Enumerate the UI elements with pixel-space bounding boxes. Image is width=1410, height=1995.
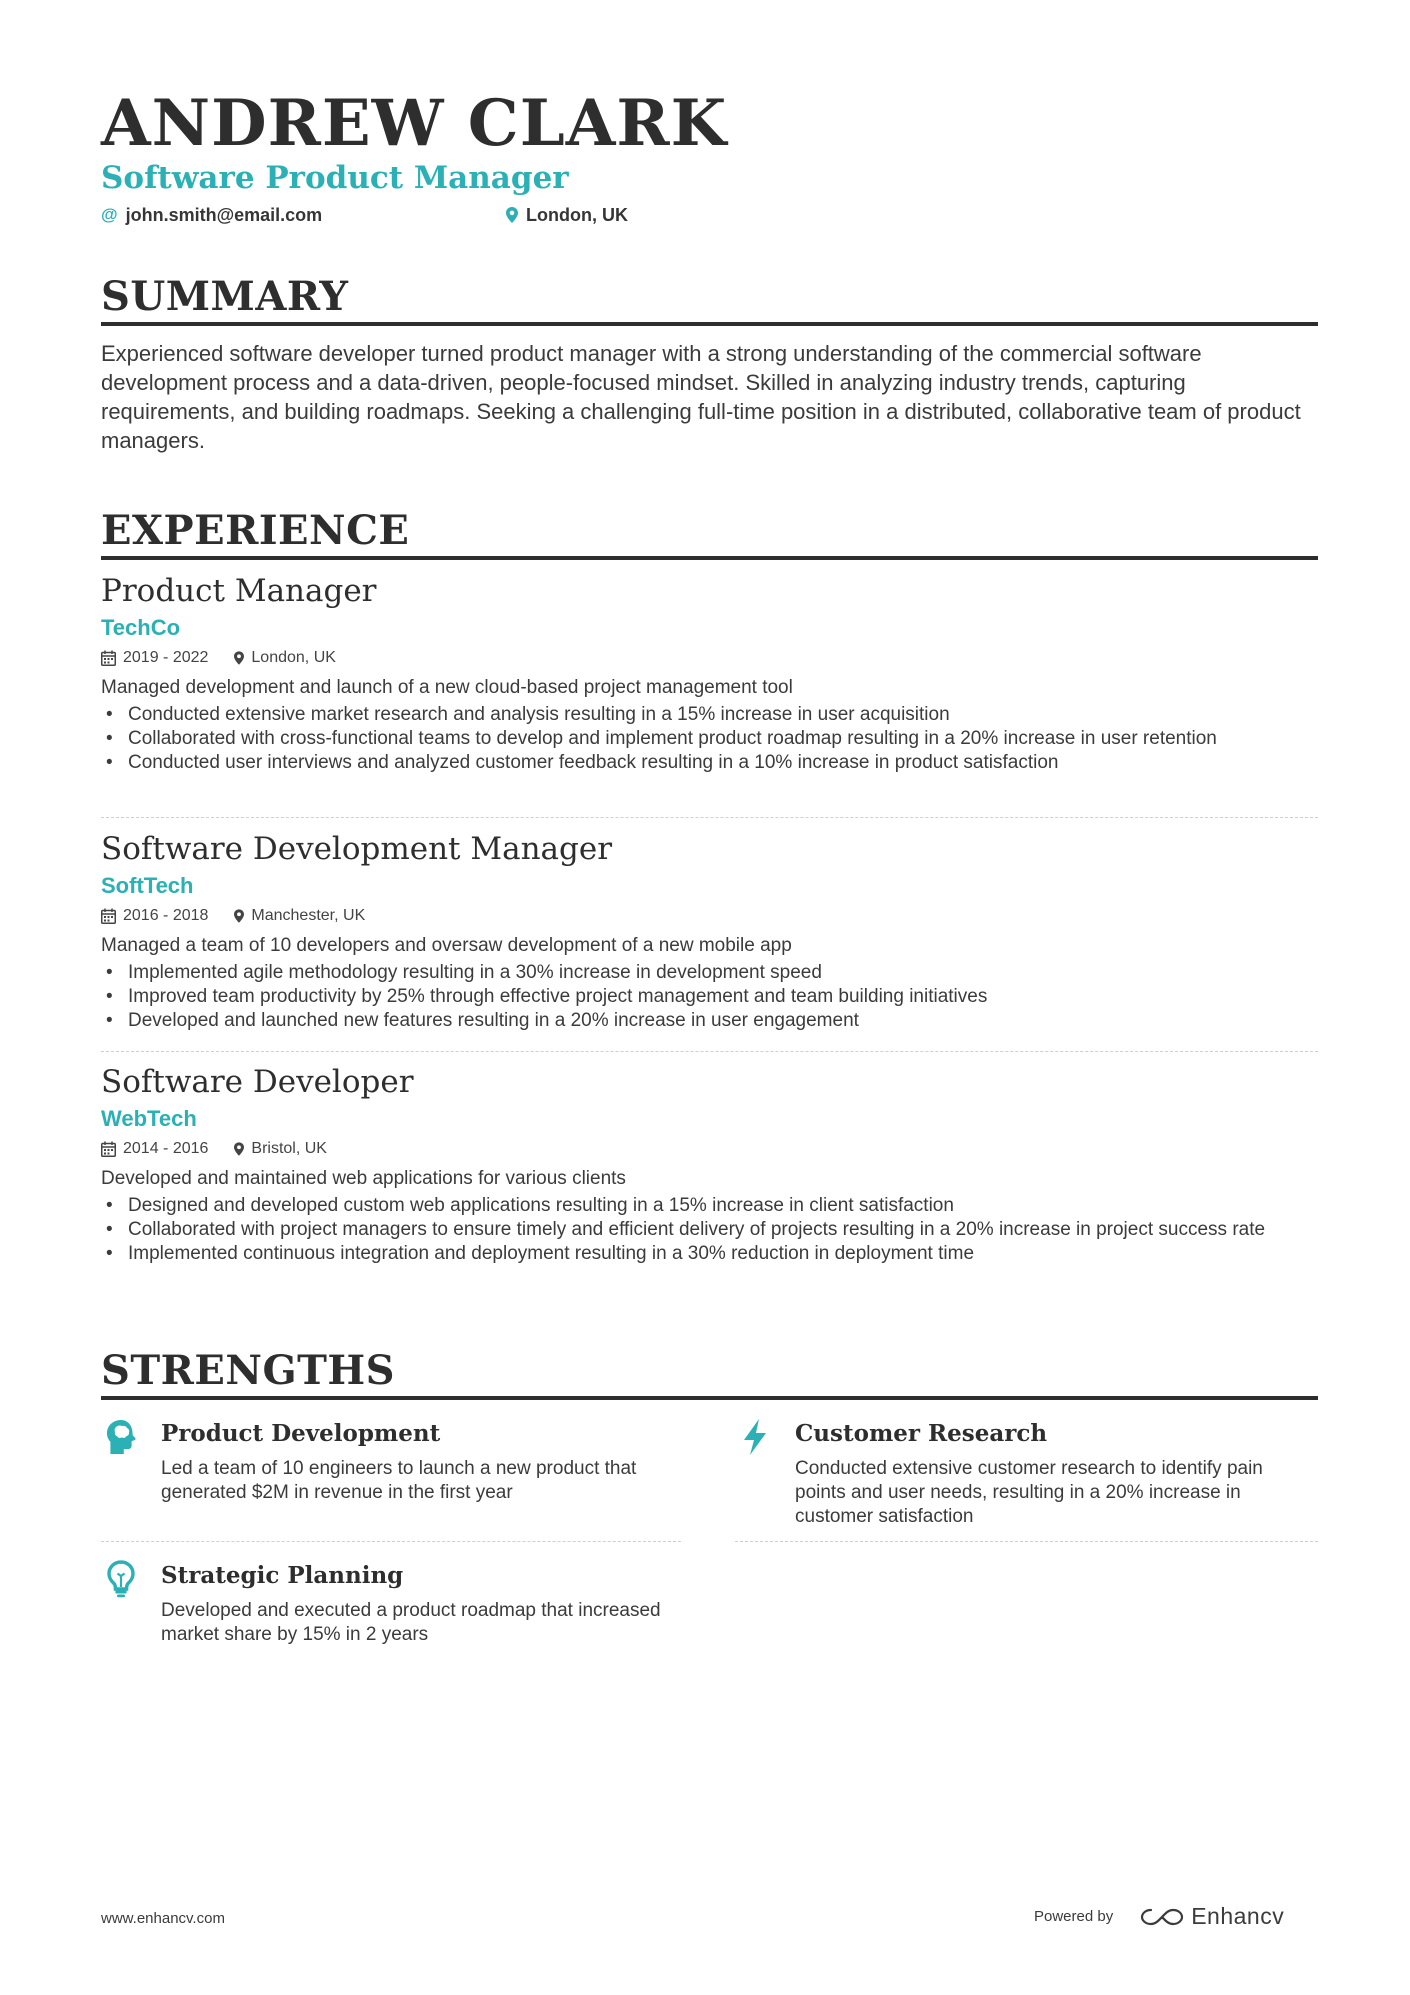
job-location-text: London, UK (251, 649, 336, 666)
job-bullet: • Conducted user interviews and analyzed customer feedback resulting in a 10% increase in product satisfaction (101, 751, 1318, 775)
location-pin-icon (234, 1142, 244, 1156)
job-divider (101, 817, 1318, 818)
job-bullet: • Conducted extensive market research and analysis resulting in a 15% increase in user acquisition (101, 703, 1318, 727)
job-divider (101, 1051, 1318, 1052)
job-role: Software Development Manager (101, 831, 613, 867)
location-text: London, UK (526, 205, 628, 225)
strength-divider (101, 1541, 681, 1542)
job-dates (101, 647, 208, 669)
lightbulb-icon (101, 1559, 141, 1599)
calendar-icon (101, 1141, 116, 1157)
job-location-text: Bristol, UK (251, 1140, 327, 1157)
email-text: john.smith@email.com (125, 205, 323, 225)
job-dates-text: 2014 - 2016 (123, 1140, 209, 1157)
job-entry (101, 1063, 1318, 1266)
calendar-icon (101, 650, 116, 666)
job-description: Managed development and launch of a new cloud-based project management tool (101, 677, 793, 698)
job-company: SoftTech (101, 873, 194, 898)
enhancv-logo[interactable] (1139, 1903, 1284, 1930)
job-bullet: • Improved team productivity by 25% through effective project management and team building initiatives (101, 985, 1318, 1009)
strength-divider (735, 1541, 1318, 1542)
job-bullets (101, 703, 1318, 775)
head-brain-icon (101, 1417, 141, 1457)
job-dates-text: 2019 - 2022 (123, 649, 209, 666)
experience-heading: EXPERIENCE (101, 506, 1318, 560)
job-location (234, 905, 365, 927)
job-description: Developed and maintained web applications for various clients (101, 1168, 626, 1189)
contact-row (101, 203, 801, 227)
location-pin-icon (506, 207, 518, 223)
job-meta (101, 905, 1318, 927)
strength-title: Strategic Planning (161, 1562, 404, 1589)
strength-title: Customer Research (795, 1420, 1048, 1447)
contact-email[interactable] (101, 203, 322, 227)
brand-name: Enhancv (1191, 1903, 1285, 1929)
job-role: Product Manager (101, 573, 377, 609)
job-bullet: • Developed and launched new features resulting in a 20% increase in user engagement (101, 1009, 1318, 1033)
job-bullet: • Implemented agile methodology resulting in a 30% increase in development speed (101, 961, 1318, 985)
strengths-heading: STRENGTHS (101, 1346, 1318, 1400)
job-dates (101, 1138, 208, 1160)
job-bullets (101, 1194, 1318, 1266)
summary-heading: SUMMARY (101, 272, 1318, 326)
job-company: TechCo (101, 615, 181, 640)
calendar-icon (101, 908, 116, 924)
job-company: WebTech (101, 1106, 197, 1131)
strength-title: Product Development (161, 1420, 441, 1447)
job-entry (101, 830, 1318, 1033)
job-role: Software Developer (101, 1064, 414, 1100)
summary-text: Experienced software developer turned product manager with a strong understanding of the commercial software development process and a data-driven, people-focused mindset. Skilled in analyzing industry trends, capturing requirements, and building roadmaps. Seeking a challenging full-time position in a distributed, collaborative team of product managers. (101, 341, 1301, 453)
strength-description: Conducted extensive customer research to identify pain points and user needs, resulting in a 20% increase in customer satisfaction (795, 1458, 1263, 1527)
location-pin-icon (234, 651, 244, 665)
job-location-text: Manchester, UK (251, 907, 366, 924)
job-dates-text: 2016 - 2018 (123, 907, 209, 924)
powered-by-label: Powered by (1034, 1908, 1114, 1925)
strength-description: Developed and executed a product roadmap that increased market share by 15% in 2 years (161, 1600, 661, 1645)
enhancv-logo-icon (1139, 1906, 1185, 1928)
job-location (234, 1138, 327, 1160)
job-location (234, 647, 336, 669)
job-bullets (101, 961, 1318, 1033)
footer-website[interactable]: www.enhancv.com (101, 1910, 225, 1927)
candidate-name: ANDREW CLARK (101, 86, 728, 161)
job-meta (101, 1138, 1318, 1160)
strength-description: Led a team of 10 engineers to launch a new product that generated $2M in revenue in the first year (161, 1458, 637, 1503)
location-pin-icon (234, 909, 244, 923)
contact-location (506, 203, 628, 227)
job-bullet: • Designed and developed custom web applications resulting in a 15% increase in client satisfaction (101, 1194, 1318, 1218)
job-dates (101, 905, 208, 927)
footer-branding (1034, 1903, 1284, 1930)
job-entry (101, 572, 1318, 775)
job-bullet: • Collaborated with cross-functional teams to develop and implement product roadmap resulting in a 20% increase in user retention (101, 727, 1318, 751)
job-bullet: • Collaborated with project managers to ensure timely and efficient delivery of projects resulting in a 20% increase in project success rate (101, 1218, 1318, 1242)
job-description: Managed a team of 10 developers and oversaw development of a new mobile app (101, 935, 792, 956)
at-icon: @ (101, 205, 118, 224)
lightning-bolt-icon (735, 1417, 775, 1457)
candidate-title: Software Product Manager (101, 160, 569, 196)
job-bullet: • Implemented continuous integration and deployment resulting in a 30% reduction in deployment time (101, 1242, 1318, 1266)
job-meta (101, 647, 1318, 669)
